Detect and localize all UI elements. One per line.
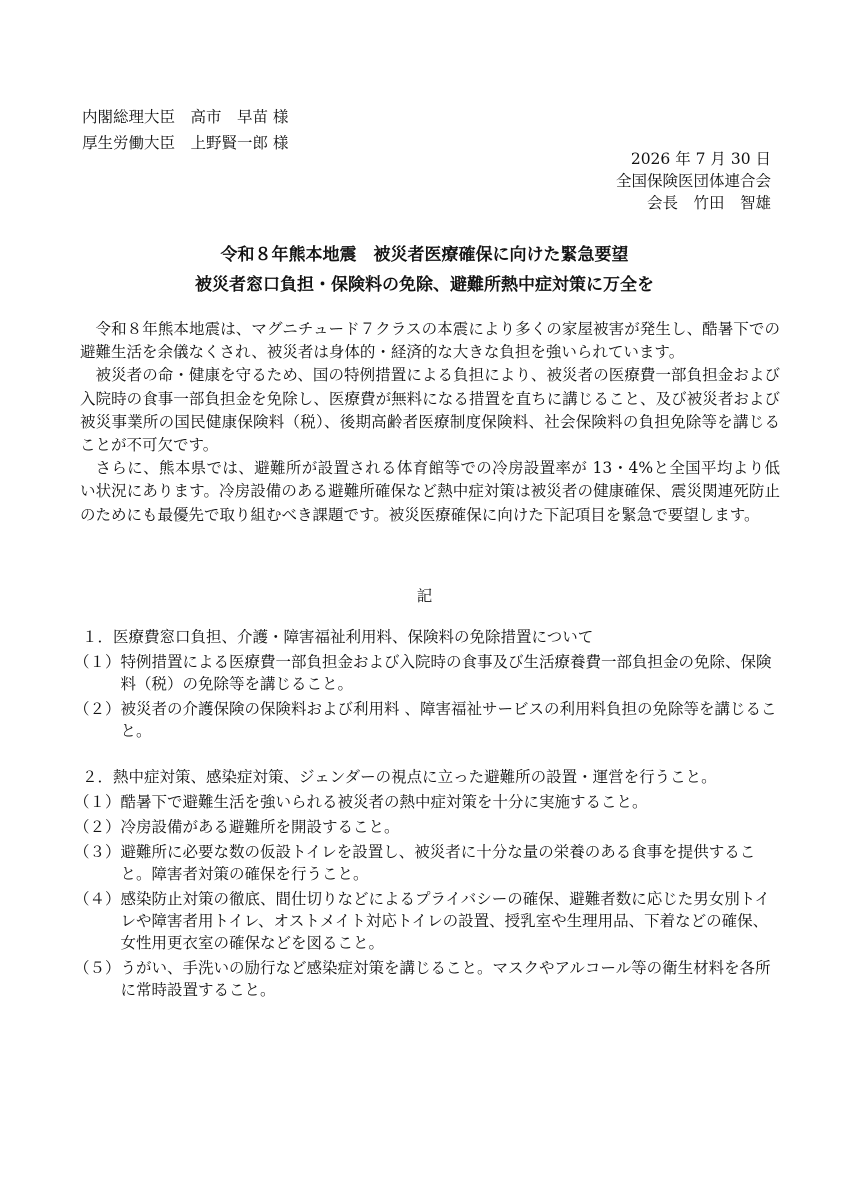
item-text: 特例措置による医療費一部負担金および入院時の食事及び生活療養費一部負担金の免除、保険料（税）の免除等を講じること。 (120, 653, 772, 693)
item-number: （５） (74, 959, 121, 977)
paragraph: さらに、熊本県では、避難所が設置される体育館等での冷房設置率が 13・4%と全国平均より低い状況にあります。冷房設備のある避難所確保など熱中症対策は被災者の健康確保、震災関連死防止のためにも最優先で取り組むべき課題です。被災医療確保に向けた下記項目を緊急で要望します。 (80, 459, 780, 524)
sender-organization: 全国保険医団体連合会 (615, 172, 771, 190)
section-heading: ２．熱中症対策、感染症対策、ジェンダーの視点に立った避難所の設置・運営を行うこと。 (82, 768, 717, 786)
item-text: 避難所に必要な数の仮設トイレを設置し、被災者に十分な量の栄養のある食事を提供すること。障害者対策の確保を行うこと。 (120, 843, 756, 883)
item-number: （２） (74, 818, 121, 836)
item-text: 酷暑下で避難生活を強いられる被災者の熱中症対策を十分に実施すること。 (120, 793, 648, 811)
addressee-health-minister: 厚生労働大臣 上野賢一郎 様 (82, 134, 289, 152)
request-item (74, 698, 782, 742)
sender-block (616, 148, 771, 214)
addressee-prime-minister: 内閣総理大臣 高市 早苗 様 (82, 108, 289, 126)
item-text: 冷房設備がある避難所を開設すること。 (120, 818, 400, 836)
section-heading: １．医療費窓口負担、介護・障害福祉利用料、保険料の免除措置について (82, 628, 594, 646)
item-number: （４） (74, 890, 121, 908)
paragraph: 令和８年熊本地震は、マグニチュード７クラスの本震により多くの家屋被害が発生し、酷暑下での避難生活を余儀なくされ、被災者は身体的・経済的な大きな負担を強いられています。 (80, 320, 780, 362)
request-item (74, 888, 782, 954)
item-number: （１） (74, 793, 121, 811)
item-number: （３） (74, 843, 121, 861)
item-text: 被災者の介護保険の保険料および利用料 、障害福祉サービスの利用料負担の免除等を講じること。 (120, 700, 777, 740)
request-item (74, 957, 782, 1001)
request-section-1 (74, 626, 782, 742)
document-title (0, 240, 849, 300)
paragraph: 被災者の命・健康を守るため、国の特例措置による負担により、被災者の医療費一部負担金および入院時の食事一部負担金を免除し、医療費が無料になる措置を直ちに講じること、及び被災者および被災事業所の国民健康保険料（税）、後期高齢者医療制度保険料、社会保険料の負担免除等を講じることが不可欠です。 (80, 366, 780, 455)
request-item (74, 651, 782, 695)
request-item (74, 816, 782, 838)
request-item (74, 841, 782, 885)
item-number: （２） (74, 700, 121, 718)
request-section-2 (74, 766, 782, 1001)
addressee-block (82, 104, 288, 156)
item-text: うがい、手洗いの励行など感染症対策を講じること。マスクやアルコール等の衛生材料を各所に常時設置すること。 (120, 959, 771, 999)
item-text: 感染防止対策の徹底、間仕切りなどによるプライバシーの確保、避難者数に応じた男女別トイレや障害者用トイレ、オストメイト対応トイレの設置、授乳室や生理用品、下着などの確保、女性用更衣室の確保などを図ること。 (120, 890, 770, 952)
title-line-1: 令和８年熊本地震 被災者医療確保に向けた緊急要望 (220, 245, 629, 265)
document-date: 2026 年 7 月 30 日 (630, 150, 771, 168)
sender-signatory: 会長 竹田 智雄 (646, 194, 771, 212)
item-number: （１） (74, 653, 121, 671)
body-paragraphs (80, 318, 780, 527)
title-line-2: 被災者窓口負担・保険料の免除、避難所熱中症対策に万全を (195, 275, 654, 295)
request-item (74, 791, 782, 813)
ki-marker: 記 (416, 587, 433, 605)
